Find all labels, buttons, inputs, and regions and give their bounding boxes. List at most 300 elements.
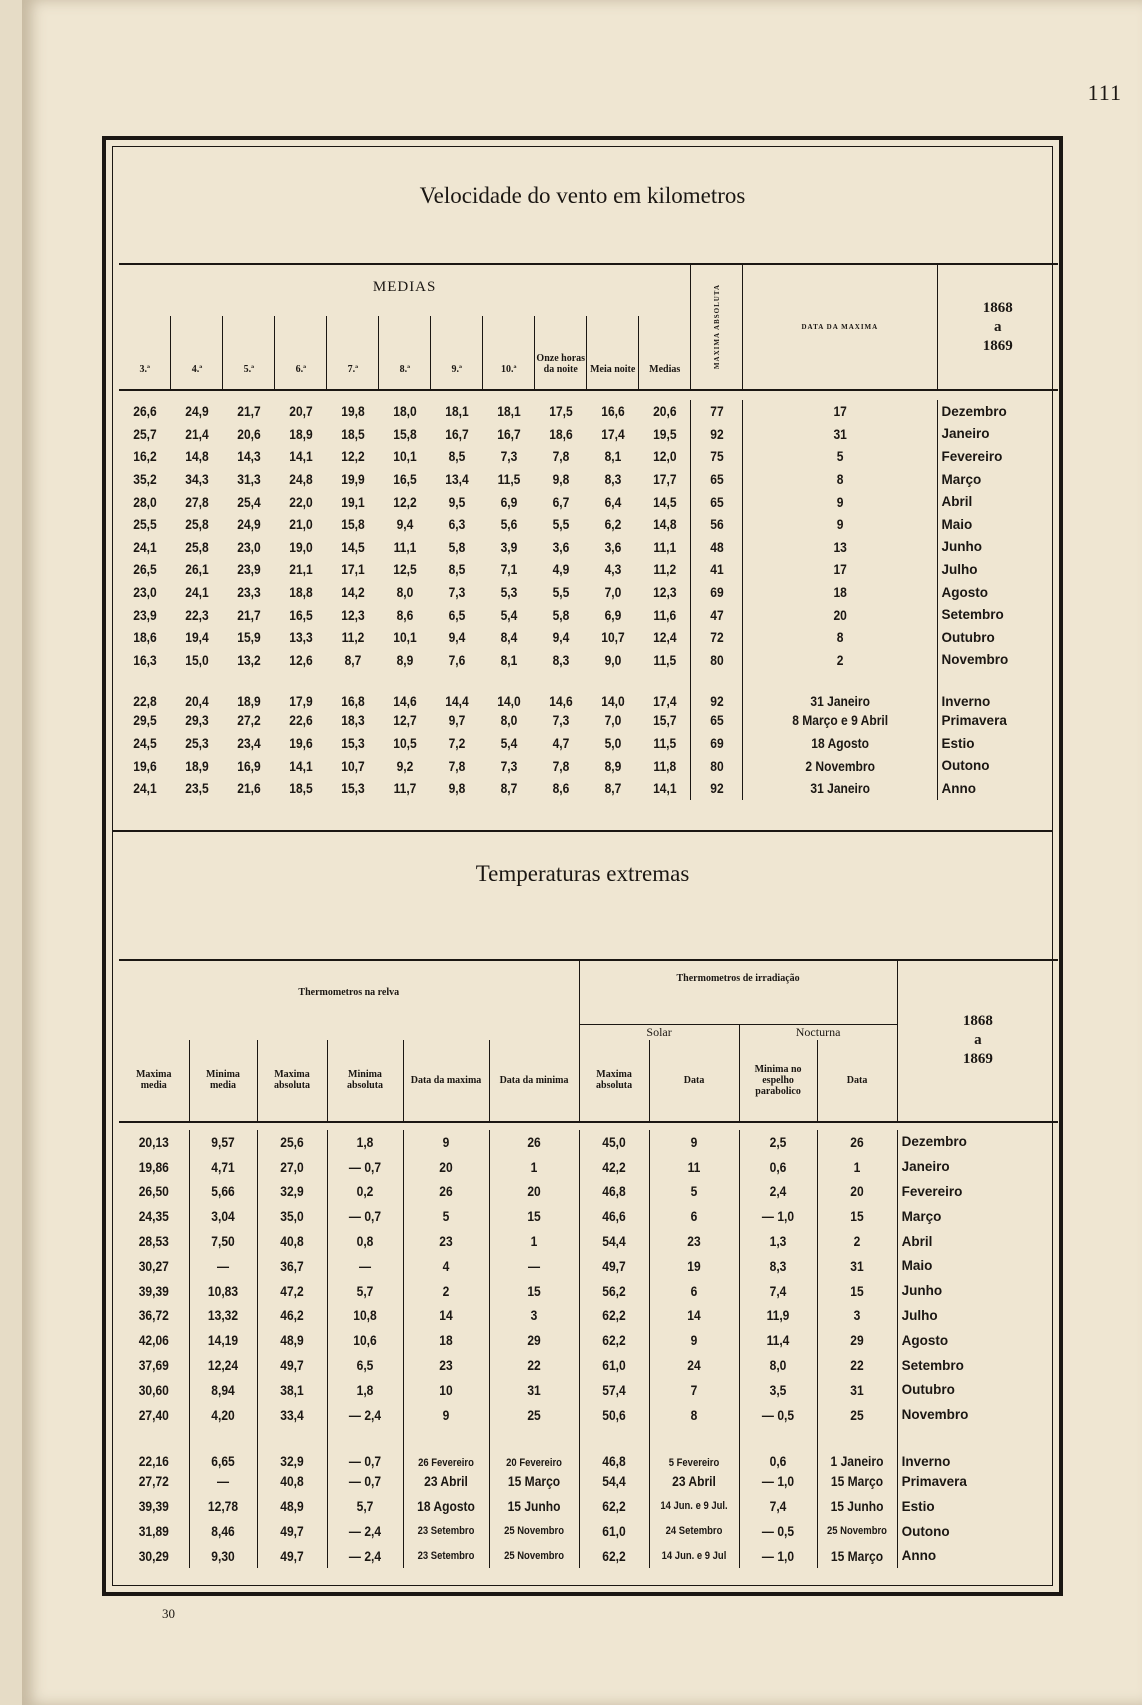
wind-value-cell: 11,6 xyxy=(653,606,676,623)
wind-date-cell: 20 xyxy=(756,603,923,626)
wind-col-header: 5.ª xyxy=(223,316,275,390)
temps-value-cell: 5 xyxy=(655,1179,732,1204)
max-abs-label: MAXIMA ABSOLUTA xyxy=(712,284,721,370)
temps-value-cell: 8,0 xyxy=(745,1353,812,1378)
wind-value-cell: 25,8 xyxy=(185,516,209,533)
temps-value-cell: 6,65 xyxy=(194,1427,252,1469)
wind-season-row xyxy=(119,777,1058,800)
wind-value-cell: 7,3 xyxy=(500,448,518,465)
wind-value-cell: 19,4 xyxy=(185,629,209,646)
wind-value-cell: 17,4 xyxy=(652,693,677,710)
temps-period-cell: Fevereiro xyxy=(897,1179,1058,1204)
temps-value-cell: 62,2 xyxy=(584,1303,644,1328)
wind-value-cell: 12,2 xyxy=(341,448,365,465)
wind-value-cell: 15,8 xyxy=(393,425,417,442)
temps-value-cell: — xyxy=(194,1469,252,1494)
temps-value-cell: 54,4 xyxy=(584,1229,644,1254)
wind-season-row xyxy=(119,671,1058,709)
wind-value-cell: 14,8 xyxy=(185,448,209,465)
temps-value-cell: 31 xyxy=(823,1377,892,1402)
wind-value-cell: 69 xyxy=(694,732,739,755)
temps-value-cell: 46,8 xyxy=(584,1179,644,1204)
wind-value-cell: 13,3 xyxy=(289,629,313,646)
wind-value-cell: 5,4 xyxy=(500,735,518,752)
temps-period-cell: Estio xyxy=(897,1494,1058,1519)
wind-value-cell: 34,3 xyxy=(185,471,209,488)
temps-value-cell: 23 xyxy=(409,1229,483,1254)
temps-col-header: Data xyxy=(817,1040,897,1122)
wind-col-header: 4.ª xyxy=(171,316,223,390)
temps-value-cell: 49,7 xyxy=(262,1543,322,1568)
wind-month-row xyxy=(119,490,1058,513)
wind-col-header: Meia noite xyxy=(587,316,639,390)
temps-value-cell: 39,39 xyxy=(138,1282,169,1299)
wind-value-cell: 10,7 xyxy=(341,757,365,774)
wind-value-cell: 8,6 xyxy=(552,780,570,797)
temps-value-cell: 1 xyxy=(823,1154,892,1179)
wind-value-cell: 65 xyxy=(694,709,739,732)
temps-value-cell: 22 xyxy=(495,1353,572,1378)
wind-col-header: 9.ª xyxy=(431,316,483,390)
temps-value-cell: 30,27 xyxy=(138,1257,169,1274)
temps-value-cell: 14 Jun. e 9 Jul. xyxy=(655,1494,732,1519)
temps-value-cell: — 0,7 xyxy=(332,1427,397,1469)
wind-value-cell: 16,8 xyxy=(341,693,365,710)
wind-period-cell: Outubro xyxy=(937,626,1058,649)
wind-value-cell: 19,0 xyxy=(289,538,313,555)
temps-value-cell: 26 xyxy=(495,1130,572,1155)
temps-value-cell: 13,32 xyxy=(194,1303,252,1328)
temps-value-cell: 7,50 xyxy=(194,1229,252,1254)
medias-header: MEDIAS xyxy=(372,279,437,295)
wind-month-row xyxy=(119,400,1058,423)
wind-value-cell: 14,1 xyxy=(289,757,313,774)
wind-value-cell: 14,1 xyxy=(652,780,677,797)
wind-value-cell: 8,3 xyxy=(604,471,622,488)
wind-value-cell: 92 xyxy=(694,777,739,800)
wind-value-cell: 7,1 xyxy=(500,561,518,578)
temps-value-cell: 0,6 xyxy=(745,1154,812,1179)
wind-value-cell: 35,2 xyxy=(133,471,157,488)
wind-period-cell: Setembro xyxy=(937,603,1058,626)
temps-value-cell: 8,3 xyxy=(745,1253,812,1278)
wind-value-cell: 9,0 xyxy=(604,651,622,668)
wind-value-cell: 29,5 xyxy=(133,712,157,729)
wind-value-cell: 7,3 xyxy=(500,757,518,774)
wind-value-cell: 15,9 xyxy=(237,629,261,646)
wind-value-cell: 8,5 xyxy=(448,448,466,465)
wind-value-cell: 8,5 xyxy=(448,561,466,578)
temps-month-row xyxy=(119,1154,1058,1179)
temps-value-cell: 20 xyxy=(409,1154,483,1179)
temps-year-header: 1868 a 1869 xyxy=(897,960,1058,1122)
wind-value-cell: 22,8 xyxy=(133,693,157,710)
wind-value-cell: 21,7 xyxy=(237,403,261,420)
temps-month-row xyxy=(119,1278,1058,1303)
wind-value-cell: 3,6 xyxy=(604,538,622,555)
wind-value-cell: 21,0 xyxy=(289,516,313,533)
temps-value-cell: 3,04 xyxy=(194,1204,252,1229)
temps-value-cell: 6 xyxy=(655,1278,732,1303)
temps-value-cell: 29 xyxy=(495,1328,572,1353)
wind-value-cell: 8,7 xyxy=(604,780,622,797)
temps-value-cell: 20,13 xyxy=(138,1133,169,1150)
wind-period-cell: Janeiro xyxy=(937,423,1058,446)
wind-season-row xyxy=(119,754,1058,777)
temps-value-cell: 14,19 xyxy=(194,1328,252,1353)
temps-value-cell: 6 xyxy=(655,1204,732,1229)
wind-col-header: 7.ª xyxy=(327,316,379,390)
temps-value-cell: 56,2 xyxy=(584,1278,644,1303)
wind-value-cell: 5,5 xyxy=(552,584,570,601)
temps-month-row xyxy=(119,1130,1058,1155)
temps-value-cell: 62,2 xyxy=(584,1328,644,1353)
temps-period-cell: Inverno xyxy=(897,1427,1058,1469)
wind-value-cell: 21,1 xyxy=(289,561,313,578)
temps-value-cell: 2 xyxy=(409,1278,483,1303)
wind-value-cell: 18,9 xyxy=(237,693,261,710)
wind-value-cell: 18,8 xyxy=(289,584,313,601)
wind-value-cell: 11,1 xyxy=(393,538,417,555)
wind-value-cell: 28,0 xyxy=(133,493,157,510)
temps-value-cell: — 2,4 xyxy=(332,1543,397,1568)
temps-value-cell: 40,8 xyxy=(262,1229,322,1254)
wind-value-cell: 24,8 xyxy=(289,471,313,488)
temps-col-header: Data da minima xyxy=(489,1040,579,1122)
wind-value-cell: 12,5 xyxy=(393,561,417,578)
temps-value-cell: 35,0 xyxy=(262,1204,322,1229)
wind-value-cell: 14,4 xyxy=(445,693,469,710)
wind-value-cell: 22,0 xyxy=(289,493,313,510)
temps-value-cell: 0,6 xyxy=(745,1427,812,1469)
table-frame xyxy=(102,136,1063,1596)
temps-value-cell: 49,7 xyxy=(262,1519,322,1544)
footer-number: 30 xyxy=(162,1606,175,1621)
wind-value-cell: 16,5 xyxy=(289,606,313,623)
temps-value-cell: 38,1 xyxy=(262,1377,322,1402)
wind-value-cell: 7,0 xyxy=(604,712,622,729)
temps-value-cell: 49,7 xyxy=(584,1253,644,1278)
temps-col-header: Maxima absoluta xyxy=(257,1040,327,1122)
temps-value-cell: 20 Fevereiro xyxy=(495,1427,572,1469)
wind-value-cell: 17,4 xyxy=(600,425,625,442)
temps-value-cell: 19 xyxy=(655,1253,732,1278)
wind-value-cell: 22,6 xyxy=(289,712,313,729)
temps-value-cell: 25 Novembro xyxy=(823,1519,892,1544)
temps-value-cell: 57,4 xyxy=(584,1377,644,1402)
wind-value-cell: 6,9 xyxy=(604,606,622,623)
wind-value-cell: 12,0 xyxy=(652,448,677,465)
wind-date-cell: 5 xyxy=(756,445,923,468)
wind-date-cell: 9 xyxy=(756,490,923,513)
temps-value-cell: 54,4 xyxy=(584,1469,644,1494)
temps-value-cell: 31,89 xyxy=(138,1523,169,1540)
wind-value-cell: 14,2 xyxy=(341,584,365,601)
temps-period-cell: Dezembro xyxy=(897,1130,1058,1155)
wind-value-cell: 8,0 xyxy=(500,712,518,729)
section-divider xyxy=(113,830,1052,833)
temps-value-cell: 1 xyxy=(495,1229,572,1254)
wind-value-cell: 19,1 xyxy=(341,493,365,510)
temps-value-cell: 15 xyxy=(823,1278,892,1303)
wind-year-header: 1868 a 1869 xyxy=(937,264,1058,390)
wind-value-cell: 8,9 xyxy=(396,651,414,668)
wind-value-cell: 25,8 xyxy=(185,538,209,555)
wind-value-cell: 5,6 xyxy=(500,516,518,533)
wind-period-cell: Maio xyxy=(937,513,1058,536)
wind-value-cell: 14,1 xyxy=(289,448,313,465)
wind-month-row xyxy=(119,423,1058,446)
wind-period-cell: Primavera xyxy=(937,709,1058,732)
temps-value-cell: 15 xyxy=(823,1204,892,1229)
temps-value-cell: 36,7 xyxy=(262,1253,322,1278)
wind-value-cell: 9,8 xyxy=(448,780,466,797)
wind-date-cell: 8 Março e 9 Abril xyxy=(756,709,923,732)
temps-value-cell: 49,7 xyxy=(262,1353,322,1378)
wind-value-cell: 8,1 xyxy=(604,448,622,465)
wind-period-cell: Estio xyxy=(937,732,1058,755)
wind-value-cell: 11,1 xyxy=(653,538,676,555)
data-max-header: DATA DA MAXIMA xyxy=(743,264,937,390)
temps-value-cell: 4,71 xyxy=(194,1154,252,1179)
wind-month-row xyxy=(119,445,1058,468)
temps-period-cell: Agosto xyxy=(897,1328,1058,1353)
temps-value-cell: 15 Março xyxy=(495,1469,572,1494)
temps-value-cell: 1,8 xyxy=(332,1130,397,1155)
wind-col-header: 3.ª xyxy=(139,364,150,375)
wind-value-cell: 65 xyxy=(694,490,739,513)
wind-value-cell: 20,7 xyxy=(289,403,313,420)
wind-value-cell: 23,0 xyxy=(237,538,261,555)
wind-value-cell: 12,7 xyxy=(393,712,417,729)
wind-month-row xyxy=(119,626,1058,649)
temps-value-cell: 25 xyxy=(495,1402,572,1427)
temps-value-cell: 4,20 xyxy=(194,1402,252,1427)
wind-value-cell: 25,7 xyxy=(133,425,157,442)
temps-value-cell: 46,8 xyxy=(584,1427,644,1469)
temps-value-cell: 31 xyxy=(495,1377,572,1402)
temps-title: Temperaturas extremas xyxy=(475,861,690,886)
temps-col-header: Data xyxy=(649,1040,739,1122)
wind-value-cell: 8,3 xyxy=(552,651,570,668)
solar-header xyxy=(579,1024,739,1040)
wind-value-cell: 14,5 xyxy=(652,493,677,510)
temps-value-cell: 25,6 xyxy=(262,1130,322,1155)
wind-value-cell: 14,0 xyxy=(600,693,625,710)
temps-value-cell: 27,40 xyxy=(138,1406,169,1423)
wind-value-cell: 27,8 xyxy=(185,493,209,510)
wind-date-cell: 18 Agosto xyxy=(756,732,923,755)
temps-value-cell: 22 xyxy=(823,1353,892,1378)
temps-month-row xyxy=(119,1303,1058,1328)
temps-value-cell: 25 Novembro xyxy=(495,1519,572,1544)
wind-value-cell: 10,1 xyxy=(393,448,417,465)
temps-value-cell: 1 Janeiro xyxy=(823,1427,892,1469)
wind-season-row xyxy=(119,709,1058,732)
wind-month-row xyxy=(119,558,1058,581)
temps-value-cell: 30,60 xyxy=(138,1381,169,1398)
wind-value-cell: 6,5 xyxy=(448,606,466,623)
wind-value-cell: 48 xyxy=(694,536,739,559)
temps-value-cell: 7 xyxy=(655,1377,732,1402)
wind-col-header: 8.ª xyxy=(379,316,431,390)
wind-month-row xyxy=(119,581,1058,604)
wind-value-cell: 7,2 xyxy=(448,735,466,752)
wind-value-cell: 5,4 xyxy=(500,606,518,623)
temps-value-cell: 10 xyxy=(409,1377,483,1402)
irradiacao-header xyxy=(579,960,897,1024)
temps-value-cell: 47,2 xyxy=(262,1278,322,1303)
temps-value-cell: — 1,0 xyxy=(745,1204,812,1229)
wind-value-cell: 11,2 xyxy=(341,629,365,646)
temps-table xyxy=(119,959,1058,1568)
wind-month-row xyxy=(119,513,1058,536)
temps-value-cell: 24,35 xyxy=(138,1208,169,1225)
wind-value-cell: 14,5 xyxy=(341,538,365,555)
temps-month-row xyxy=(119,1204,1058,1229)
temps-value-cell: 14 xyxy=(655,1303,732,1328)
temps-value-cell: 10,8 xyxy=(332,1303,397,1328)
wind-value-cell: 12,2 xyxy=(393,493,417,510)
wind-col-header: Onze horas da noite xyxy=(535,316,587,390)
wind-value-cell: 19,6 xyxy=(133,757,157,774)
wind-month-row xyxy=(119,536,1058,559)
temps-spacer-row xyxy=(119,1122,1058,1130)
wind-date-cell: 18 xyxy=(756,581,923,604)
temps-value-cell: 23 Setembro xyxy=(409,1519,483,1544)
wind-value-cell: 16,7 xyxy=(445,425,469,442)
wind-value-cell: 9,4 xyxy=(448,629,466,646)
wind-value-cell: 18,1 xyxy=(445,403,469,420)
wind-period-cell: Fevereiro xyxy=(937,445,1058,468)
temps-value-cell: 45,0 xyxy=(584,1130,644,1155)
wind-value-cell: 17,9 xyxy=(289,693,313,710)
wind-value-cell: 7,3 xyxy=(448,584,466,601)
wind-value-cell: 8,1 xyxy=(500,651,518,668)
wind-value-cell: 6,3 xyxy=(448,516,466,533)
temps-value-cell: 4 xyxy=(409,1253,483,1278)
temps-value-cell: 20 xyxy=(823,1179,892,1204)
temps-value-cell: 0,2 xyxy=(332,1179,397,1204)
wind-value-cell: 20,4 xyxy=(185,693,209,710)
wind-value-cell: 18,0 xyxy=(393,403,417,420)
wind-value-cell: 7,0 xyxy=(604,584,622,601)
wind-value-cell: 19,6 xyxy=(289,735,313,752)
temps-value-cell: 62,2 xyxy=(584,1494,644,1519)
wind-date-cell: 9 xyxy=(756,513,923,536)
wind-value-cell: 27,2 xyxy=(237,712,261,729)
wind-value-cell: 18,5 xyxy=(289,780,313,797)
temps-period-cell: Primavera xyxy=(897,1469,1058,1494)
temps-value-cell: 22,16 xyxy=(138,1453,169,1470)
wind-value-cell: 10,7 xyxy=(600,629,625,646)
wind-value-cell: 14,0 xyxy=(497,693,521,710)
wind-value-cell: 75 xyxy=(694,445,739,468)
temps-value-cell: 1 xyxy=(495,1154,572,1179)
temps-value-cell: 5 Fevereiro xyxy=(655,1427,732,1469)
temps-value-cell: 8,94 xyxy=(194,1377,252,1402)
wind-value-cell: 18,6 xyxy=(549,425,573,442)
wind-value-cell: 29,3 xyxy=(185,712,209,729)
temps-value-cell: 20 xyxy=(495,1179,572,1204)
wind-value-cell: 6,7 xyxy=(552,493,570,510)
wind-value-cell: 5,5 xyxy=(552,516,570,533)
temps-value-cell: — 1,0 xyxy=(745,1543,812,1568)
wind-period-cell: Junho xyxy=(937,536,1058,559)
wind-value-cell: 12,3 xyxy=(652,584,677,601)
temps-value-cell: 42,06 xyxy=(138,1332,169,1349)
wind-month-row xyxy=(119,468,1058,491)
wind-period-cell: Outono xyxy=(937,754,1058,777)
wind-value-cell: 5,8 xyxy=(552,606,570,623)
temps-value-cell: 32,9 xyxy=(262,1179,322,1204)
wind-value-cell: 15,0 xyxy=(185,651,209,668)
temps-value-cell: 3 xyxy=(823,1303,892,1328)
wind-period-cell: Novembro xyxy=(937,649,1058,672)
temps-value-cell: 46,2 xyxy=(262,1303,322,1328)
wind-value-cell: 26,6 xyxy=(133,403,157,420)
temps-month-row xyxy=(119,1377,1058,1402)
wind-month-row xyxy=(119,649,1058,672)
temps-col-header: Maxima media xyxy=(135,1069,172,1091)
wind-value-cell: 16,3 xyxy=(133,651,157,668)
wind-value-cell: 24,1 xyxy=(133,780,157,797)
wind-value-cell: 11,7 xyxy=(393,780,417,797)
temps-period-cell: Anno xyxy=(897,1543,1058,1568)
temps-value-cell: 26 xyxy=(823,1130,892,1155)
wind-value-cell: 9,5 xyxy=(448,493,466,510)
wind-value-cell: 9,2 xyxy=(396,757,414,774)
temps-value-cell: — 2,4 xyxy=(332,1519,397,1544)
wind-value-cell: 21,4 xyxy=(185,425,209,442)
wind-date-cell: 17 xyxy=(756,400,923,423)
wind-value-cell: 7,8 xyxy=(552,757,570,774)
temps-value-cell: — xyxy=(495,1253,572,1278)
temps-season-row xyxy=(119,1469,1058,1494)
wind-value-cell: 16,2 xyxy=(133,448,157,465)
wind-date-cell: 2 Novembro xyxy=(756,754,923,777)
wind-value-cell: 8,6 xyxy=(396,606,414,623)
wind-value-cell: 8,4 xyxy=(500,629,518,646)
wind-value-cell: 25,3 xyxy=(185,735,209,752)
wind-value-cell: 6,4 xyxy=(604,493,622,510)
wind-value-cell: 9,4 xyxy=(552,629,570,646)
wind-value-cell: 12,4 xyxy=(652,629,677,646)
temps-value-cell: 24 xyxy=(655,1353,732,1378)
temps-value-cell: 15 Junho xyxy=(823,1494,892,1519)
wind-value-cell: 24,5 xyxy=(133,735,157,752)
wind-value-cell: 19,9 xyxy=(341,471,365,488)
max-abs-header xyxy=(691,264,743,390)
wind-date-cell: 2 xyxy=(756,649,923,672)
temps-value-cell: 50,6 xyxy=(584,1402,644,1427)
temps-value-cell: 37,69 xyxy=(138,1357,169,1374)
wind-date-cell: 8 xyxy=(756,626,923,649)
wind-value-cell: 20,6 xyxy=(652,403,677,420)
wind-value-cell: 7,3 xyxy=(552,712,570,729)
wind-value-cell: 6,2 xyxy=(604,516,622,533)
temps-value-cell: 46,6 xyxy=(584,1204,644,1229)
wind-value-cell: 92 xyxy=(694,423,739,446)
temps-value-cell: — 1,0 xyxy=(745,1469,812,1494)
wind-value-cell: 24,1 xyxy=(185,584,209,601)
temps-value-cell: 25 xyxy=(823,1402,892,1427)
temps-col-header: Data da maxima xyxy=(403,1040,489,1122)
temps-value-cell: 5,66 xyxy=(194,1179,252,1204)
page-number: 111 xyxy=(1087,80,1122,105)
wind-value-cell: 77 xyxy=(694,400,739,423)
wind-value-cell: 8,0 xyxy=(396,584,414,601)
